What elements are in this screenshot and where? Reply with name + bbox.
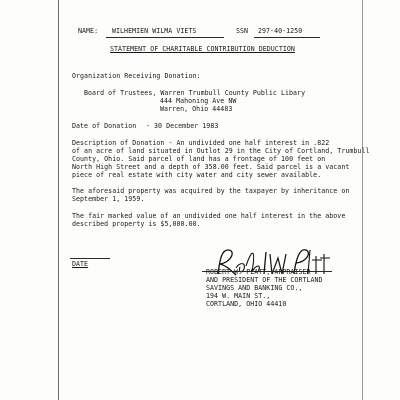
description-line-4: North High Street and a depth of 358.00 feet. Said parcel is a vacant [72, 163, 350, 171]
ssn-label: SSN [236, 27, 249, 35]
name-label: NAME: [78, 27, 99, 35]
signer-line-3: SAVINGS AND BANKING CO., [206, 284, 303, 292]
document-title: STATEMENT OF CHARITABLE CONTRIBUTION DEDUCTION [110, 45, 295, 53]
description-line-1: Description of Donation - An undivided one half interest in .822 [72, 139, 330, 147]
organization-line-2: 444 Mahoning Ave NW [160, 97, 237, 105]
name-underline [106, 37, 224, 38]
organization-line-1: Board of Trustees, Warren Trumbull County Public Libary [84, 89, 306, 97]
signer-line-5: CORTLAND, OHIO 44410 [206, 300, 287, 308]
date-signature-line [70, 258, 110, 259]
ssn-underline [254, 37, 320, 38]
ssn-value: 297-40-1250 [258, 27, 303, 35]
acquisition-line-1: The aforesaid property was acquired by the taxpayer by inheritance on [72, 187, 350, 195]
donation-date-label: Date of Donation [72, 122, 137, 130]
description-line-5: piece of real estate with city water and city sewer available. [72, 171, 322, 179]
organization-heading: Organization Receiving Donation: [72, 72, 201, 80]
signer-line-2: AND PRESIDENT OF THE CORTLAND [206, 276, 323, 284]
valuation-line-1: The fair marked value of an undivided one half interest in the above [72, 212, 346, 220]
date-label: DATE [72, 260, 89, 268]
acquisition-line-2: September 1, 1959. [72, 195, 145, 203]
donation-date-value: - 30 December 1983 [146, 122, 219, 130]
name-value: WILHEMIEN WILMA VIETS [112, 27, 197, 35]
organization-line-3: Warren, Ohio 44483 [160, 105, 233, 113]
signer-line-1: ROBERT W. PLATT, APPRAISER [206, 268, 311, 276]
signer-line-4: 194 W. MAIN ST., [206, 292, 271, 300]
description-line-2: of an acre of land situated in Outlot 29 in the City of Cortland, Trumbull [72, 147, 370, 155]
scan-edge-right [362, 0, 363, 400]
description-line-3: County, Ohio. Said parcel of land has a frontage of 100 feet on [72, 155, 326, 163]
scan-edge-left [58, 0, 59, 400]
valuation-line-2: described property is $5,000.00. [72, 220, 201, 228]
